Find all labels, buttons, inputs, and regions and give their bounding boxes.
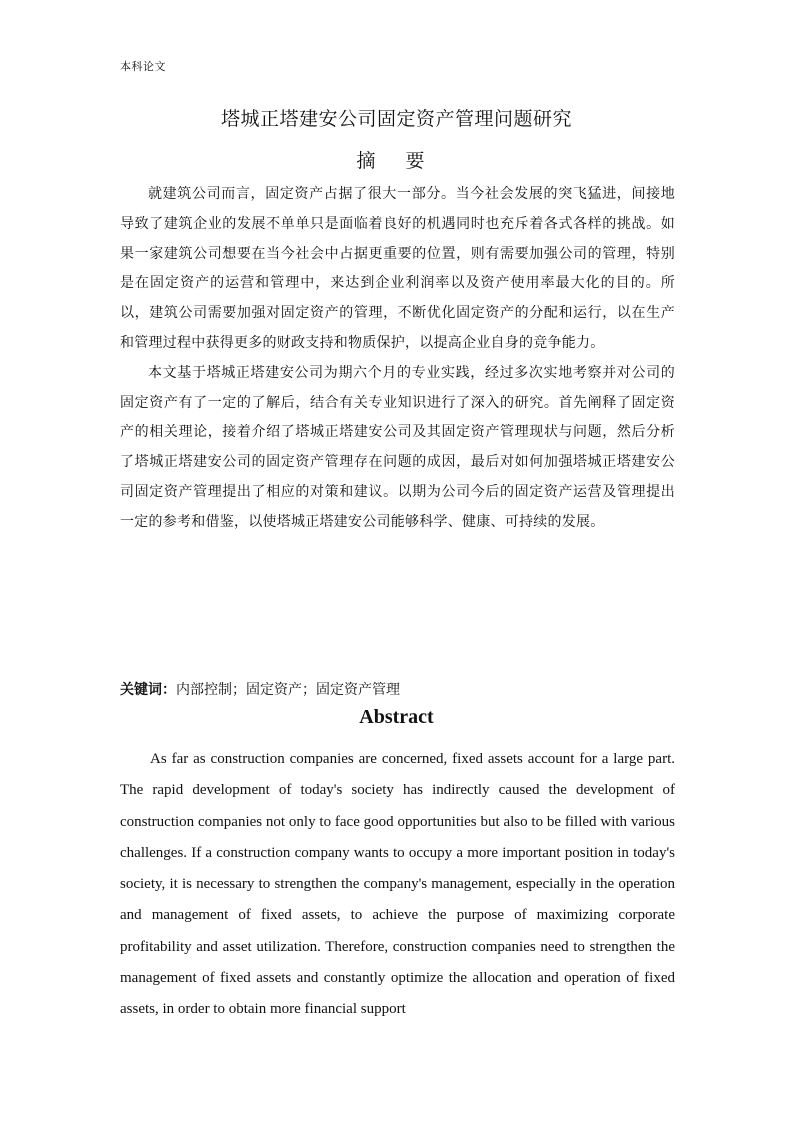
- keywords-label: 关键词：: [120, 682, 176, 698]
- keywords-line: [120, 678, 675, 702]
- abstract-en-paragraph: As far as construction companies are concerned, fixed assets account for a large part. The rapid development of today's society has indirectly caused the development of construction companies not only to face good opportunities but also to be filled with various challenges. If a construction company wants to occupy a more important position in today's society, it is necessary to strengthen the company's management, especially in the operation and management of fixed assets, to achieve the purpose of maximizing corporate profitability and asset utilization. Therefore, construction companies need to strengthen the management of fixed assets and constantly optimize the allocation and operation of fixed assets, in order to obtain more financial support: [120, 751, 675, 1018]
- keywords-text: 内部控制；固定资产；固定资产管理: [176, 682, 400, 698]
- abstract-cn-paragraph: 就建筑公司而言，固定资产占据了很大一部分。当今社会发展的突飞猛进，间接地导致了建筑企业的发展不单单只是面临着良好的机遇同时也充斥着各式各样的挑战。如果一家建筑公司想要在当今社会中占据更重要的位置，则有需要加强公司的管理，特别是在固定资产的运营和管理中，来达到企业利润率以及资产使用率最大化的目的。所以，建筑公司需要加强对固定资产的管理，不断优化固定资产的分配和运行，以在生产和管理过程中获得更多的财政支持和物质保护，以提高企业自身的竞争能力。: [120, 186, 675, 351]
- abstract-cn-paragraph: 本文基于塔城正塔建安公司为期六个月的专业实践，经过多次实地考察并对公司的固定资产有了一定的了解后，结合有关专业知识进行了深入的研究。首先阐释了固定资产的相关理论，接着介绍了塔城正塔建安公司及其固定资产管理现状与问题，然后分析了塔城正塔建安公司的固定资产管理存在问题的成因，最后对如何加强塔城正塔建安公司固定资产管理提出了相应的对策和建议。以期为公司今后的固定资产运营及管理提出一定的参考和借鉴，以使塔城正塔建安公司能够科学、健康、可持续的发展。: [120, 364, 675, 530]
- paper-title: 塔城正塔建安公司固定资产管理问题研究: [220, 108, 572, 130]
- abstract-cn-body: [120, 180, 675, 538]
- abstract-en-heading: Abstract: [359, 706, 434, 728]
- running-header: 本科论文: [120, 60, 166, 73]
- abstract-en-body: [120, 744, 675, 1026]
- abstract-cn-heading: 摘 要: [356, 150, 437, 172]
